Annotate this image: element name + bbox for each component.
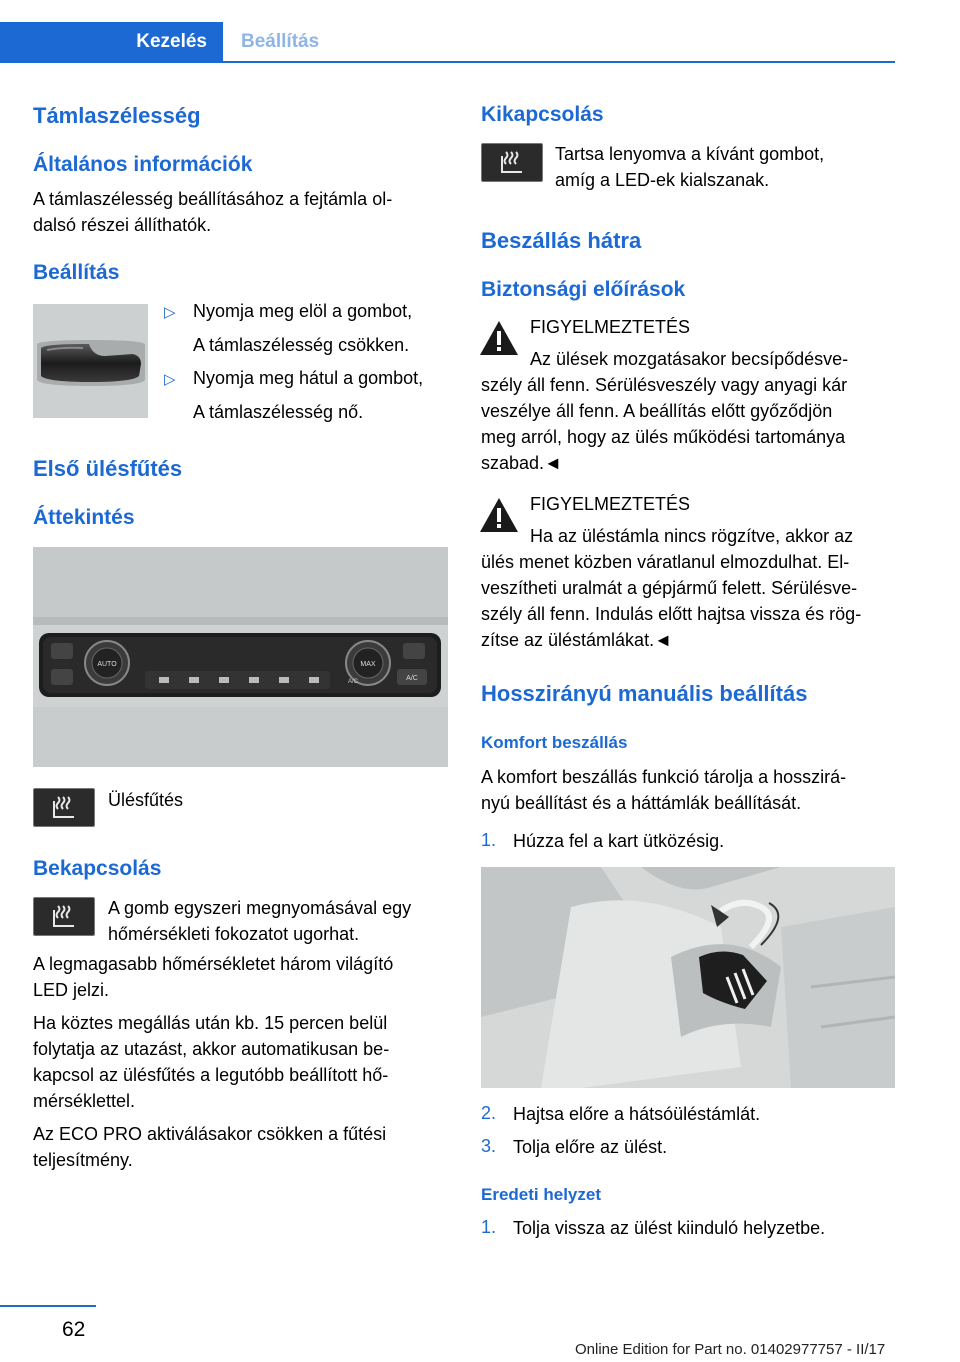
text-koztes-3: kapcsol az ülésfűtés a legutóbb beállított hő- (33, 1065, 389, 1085)
bullet-triangle: ▷ (164, 304, 176, 321)
warning2-title: FIGYELMEZTETÉS (530, 494, 691, 514)
step-number: 3. (481, 1136, 497, 1156)
text-kikapcsolas-2: amíg a LED-ek kialszanak. (555, 170, 770, 190)
heading-beszallas-hatra: Beszállás hátra (481, 228, 642, 253)
warning2-line5: zítse az üléstámlákat.◄ (481, 630, 672, 650)
warning1-line5: szabad.◄ (481, 453, 562, 473)
step-number: 2. (481, 1103, 497, 1123)
heading-komfort: Komfort beszállás (481, 733, 628, 752)
warning2-line4: szély áll fenn. Indulás előtt hajtsa vissza és rög- (481, 604, 862, 624)
page-number: 62 (62, 1318, 86, 1341)
ulesfutes-label: Ülésfűtés (108, 790, 184, 810)
text-komfort-2: nyú beállítást és a háttámlák beállítását. (481, 793, 802, 813)
seat-heating-icon (482, 144, 542, 181)
tab-kezeles[interactable]: Kezelés (0, 22, 223, 62)
heading-eredeti: Eredeti helyzet (481, 1185, 601, 1204)
text-koztes-2: folytatja az utazást, akkor automatikusan be- (33, 1039, 390, 1059)
warning1-line3: veszélye áll fenn. A beállítás előtt győződjön (481, 401, 833, 421)
step-text: Húzza fel a kart ütközésig. (513, 831, 725, 851)
panel-auto-label: AUTO (97, 661, 117, 668)
text-altalanos-2: dalsó részei állíthatók. (33, 215, 212, 235)
text-eco-1: Az ECO PRO aktiválásakor csökken a fűtési (33, 1124, 387, 1144)
warning2-line2: ülés menet közben váratlanul elmozdulhat. El- (481, 552, 850, 572)
bullet-triangle: ▷ (164, 371, 176, 388)
edition-footnote: Online Edition for Part no. 01402977757 - II/17 (575, 1341, 886, 1358)
climate-panel-illustration (33, 547, 448, 767)
beallitas-item-2-line1: Nyomja meg hátul a gombot, (193, 368, 424, 388)
header-rule (0, 61, 895, 63)
step-number: 1. (481, 830, 497, 850)
seat-lever-image (481, 867, 895, 1088)
heading-hosszirany: Hosszirányú manuális beállítás (481, 681, 808, 706)
seat-heating-button (481, 143, 543, 182)
seat-heating-button (33, 897, 95, 936)
beallitas-item-1-line2: A támlaszélesség csökken. (193, 335, 410, 355)
heading-attekintes: Áttekintés (33, 506, 135, 529)
seat-heating-button (33, 788, 95, 827)
text-koztes-4: mérséklettel. (33, 1091, 136, 1111)
text-komfort-1: A komfort beszállás funkció tárolja a hosszirá- (481, 767, 847, 787)
headrest-button-image (33, 304, 148, 418)
seat-heating-icon (34, 898, 94, 935)
beallitas-item-2-line2: A támlaszélesség nő. (193, 402, 364, 422)
heading-altalanos: Általános információk (33, 153, 253, 176)
warning1-line4: meg arról, hogy az ülés működési tartománya (481, 427, 846, 447)
warning2-line3: veszítheti uralmát a gépjármű felett. Sérülésve- (481, 578, 858, 598)
beallitas-item-1-line1: Nyomja meg elöl a gombot, (193, 301, 413, 321)
step-text: Tolja előre az ülést. (513, 1137, 668, 1157)
text-bekapcsolas-2: hőmérsékleti fokozatot ugorhat. (108, 924, 360, 944)
tab-beallitas[interactable]: Beállítás (241, 31, 320, 52)
seat-heating-icon (34, 789, 94, 826)
text-koztes-1: Ha köztes megállás után kb. 15 percen belül (33, 1013, 388, 1033)
step-text: Tolja vissza az ülést kiinduló helyzetbe. (513, 1218, 826, 1238)
footer-rule (0, 1305, 96, 1307)
text-legmagasabb-1: A legmagasabb hőmérsékletet három világító (33, 954, 394, 974)
text-bekapcsolas-1: A gomb egyszeri megnyomásával egy (108, 898, 412, 918)
panel-ac-small-label: A/C (348, 679, 359, 685)
headrest-button-icon (33, 304, 148, 418)
panel-max-label: MAX (360, 661, 376, 668)
warning1-line2: szély áll fenn. Sérülésveszély vagy anyagi kár (481, 375, 848, 395)
warning2-line1: Ha az üléstámla nincs rögzítve, akkor az (530, 526, 854, 546)
warning1-title: FIGYELMEZTETÉS (530, 317, 691, 337)
warning1-line1: Az ülések mozgatásakor becsípődésve- (530, 349, 849, 369)
text-eco-2: teljesítmény. (33, 1150, 133, 1170)
text-kikapcsolas-1: Tartsa lenyomva a kívánt gombot, (555, 144, 825, 164)
warning-triangle-icon (479, 497, 519, 533)
heading-kikapcsolas: Kikapcsolás (481, 103, 604, 126)
warning-triangle-icon (479, 320, 519, 356)
step-text: Hajtsa előre a hátsóüléstámlát. (513, 1104, 761, 1124)
step-number: 1. (481, 1217, 497, 1237)
seat-lever-illustration (481, 867, 895, 1088)
text-altalanos-1: A támlaszélesség beállításához a fejtámla ol- (33, 189, 393, 209)
climate-panel-image (33, 547, 448, 767)
heading-bekapcsolas: Bekapcsolás (33, 857, 162, 880)
heading-beallitas: Beállítás (33, 261, 120, 284)
text-legmagasabb-2: LED jelzi. (33, 980, 110, 1000)
heading-elso-ulesfutes: Első ülésfűtés (33, 456, 183, 481)
panel-ac-label: A/C (406, 675, 418, 682)
heading-biztonsagi: Biztonsági előírások (481, 278, 686, 301)
heading-tamlaszelesseg: Támlaszélesség (33, 103, 201, 128)
